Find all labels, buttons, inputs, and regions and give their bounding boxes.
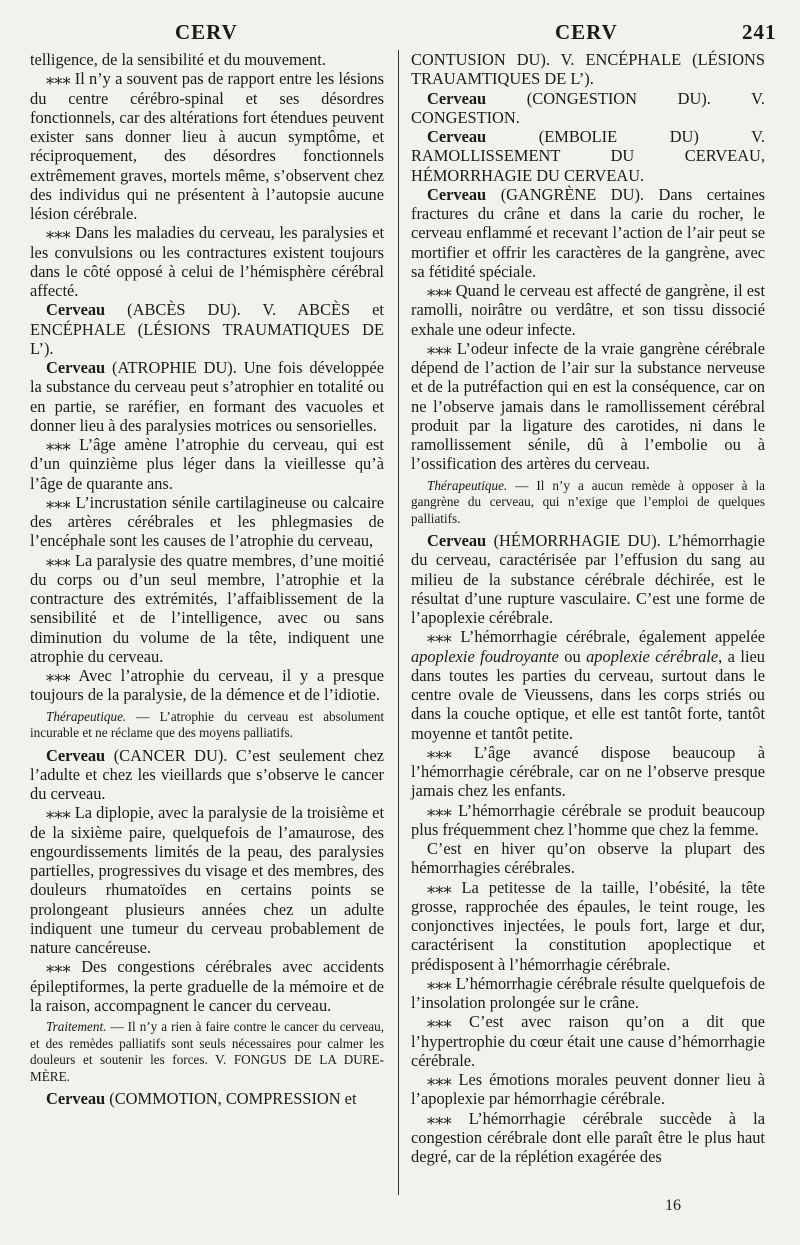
signature-mark: 16	[665, 1197, 681, 1214]
entry-headword: Cerveau	[46, 300, 106, 320]
paragraph-text: ⁎⁎⁎ Des congestions cérébrales avec accidents épileptiformes, la perte graduelle de la mémoire et de la raison, accompagnent le cancer du cerveau.	[30, 957, 384, 1015]
dictionary-entry	[30, 746, 384, 804]
paragraph-text: ⁎⁎⁎ Les émotions morales peuvent donner lieu à l’apoplexie par hémorrhagie cérébrale.	[411, 1070, 765, 1109]
left-column	[30, 50, 384, 1108]
paragraph	[30, 493, 384, 551]
treatment-note	[411, 478, 765, 528]
paragraph	[411, 743, 765, 801]
paragraph-text: ⁎⁎⁎ La petitesse de la taille, l’obésité, la tête grosse, rapprochée des épaules, le teint rouge, les conjonctives injectées, le pouls fort, large et dur, caractérisent la constitution apoplectique et prédisposent à l’hémorrhagie cérébrale.	[411, 877, 765, 974]
paragraph	[30, 551, 384, 667]
entry-text: (ABCÈS DU). V. ABCÈS et ENCÉPHALE (LÉSIONS TRAUMATIQUES DE L’).	[30, 300, 384, 358]
italic-term: apoplexie cérébrale	[586, 646, 719, 666]
entry-text: (ATROPHIE DU). Une fois développée la substance du cerveau peut s’atrophier en totalité ou en partie, se raréfier, en formant des vacuoles et donner lieu à des paralysies motrices ou sensorielles.	[30, 358, 384, 435]
dictionary-entry	[411, 531, 765, 627]
paragraph-text: ⁎⁎⁎ La diplopie, avec la paralysie de la troisième et de la sixième paire, quelquefois de l’amaurose, des engourdissements limités de la peau, des paralysies partielles, progressives du visage et des membres, des douleurs rhumatoïdes en certains points se prolongeant plusieurs années chez un adulte indiquent une tumeur du cerveau probablement de nature cancéreuse.	[30, 803, 384, 957]
paragraph	[411, 974, 765, 1013]
entry-headword: Cerveau	[46, 745, 106, 765]
note-label: Thérapeutique.	[46, 708, 127, 724]
dictionary-entry	[30, 358, 384, 435]
paragraph	[30, 50, 384, 69]
paragraph-text: , a lieu dans toutes les parties du cerveau, surtout dans le centre ovale de Vieussens, dans les corps striés ou dans la couche optique, et elle est tantôt forte, tantôt moyenne et tantôt petite.	[411, 646, 765, 743]
paragraph	[411, 627, 765, 743]
treatment-note	[30, 1019, 384, 1085]
paragraph	[411, 1012, 765, 1070]
paragraph-text: ⁎⁎⁎ Dans les maladies du cerveau, les paralysies et les convulsions ou les contractures existent toujours dans le côté opposé à celui de l’hémisphère cérébral affecté.	[30, 223, 384, 300]
paragraph	[30, 223, 384, 300]
paragraph-text: telligence, de la sensibilité et du mouvement.	[30, 50, 326, 69]
page-number: 241	[742, 20, 777, 44]
paragraph	[411, 1070, 765, 1109]
paragraph-text: C’est en hiver qu’on observe la plupart des hémorrhagies cérébrales.	[411, 839, 765, 878]
entry-headword: Cerveau	[427, 88, 487, 108]
paragraph-text: ⁎⁎⁎ La paralysie des quatre membres, d’une moitié du corps ou d’un seul membre, l’atrophie et la contracture des extrémités, l’affaiblissement de la sensibilité et de l’intelligence, avec ou sans diminution du volume de la tête, indiquent une atrophie du cerveau.	[30, 550, 384, 666]
paragraph	[411, 839, 765, 878]
paragraph-text: ⁎⁎⁎ Quand le cerveau est affecté de gangrène, il est ramolli, noirâtre ou verdâtre, et son tissu dissocié exhale une odeur infecte.	[411, 281, 765, 339]
dictionary-entry	[411, 185, 765, 281]
entry-text: (GANGRÈNE DU). Dans certaines fractures du crâne et dans la carie du rocher, le cerveau enflammé et recevant l’action de l’air peut se mortifier et offrir les caractères de la gangrène, avec sa fétidité spéciale.	[411, 184, 765, 281]
paragraph	[411, 339, 765, 474]
paragraph	[411, 1109, 765, 1167]
note-text: — Il n’y a aucun remède à opposer à la gangrène du cerveau, qui n’exige que l’emploi de quelques palliatifs.	[411, 477, 765, 526]
paragraph-text: CONTUSION DU). V. ENCÉPHALE (LÉSIONS TRAUAMTIQUES DE L’).	[411, 50, 765, 89]
note-label: Traitement.	[46, 1019, 107, 1034]
paragraph-text: ⁎⁎⁎ C’est avec raison qu’on a dit que l’hypertrophie du cœur était une cause d’hémorrhagie cérébrale.	[411, 1012, 765, 1070]
paragraph	[30, 803, 384, 957]
note-text: — L’atrophie du cerveau est absolument incurable et ne réclame que des moyens palliatifs.	[30, 708, 384, 740]
entry-text: (CANCER DU). C’est seulement chez l’adulte et chez les vieillards que s’observe le cancer du cerveau.	[30, 745, 384, 803]
paragraph-text: ⁎⁎⁎ L’âge amène l’atrophie du cerveau, qui est d’un quinzième plus léger dans la vieillesse qu’à l’âge de quarante ans.	[30, 435, 384, 493]
entry-headword: Cerveau	[427, 127, 487, 146]
entry-text: (COMMOTION, COMPRESSION et	[105, 1089, 357, 1108]
paragraph-text: ⁎⁎⁎ L’odeur infecte de la vraie gangrène cérébrale dépend de l’action de l’air sur la substance nerveuse et de la putréfaction qui en est la conséquence, car on ne l’observe jamais dans le ramollissement cérébral produit par la ligature des carotides, ni dans le ramollissement sénile, dû à l’embolie ou à l’ossification des artères du cerveau.	[411, 338, 765, 474]
entry-text: (CONGESTION DU). V. CONGESTION.	[411, 88, 765, 127]
entry-headword: Cerveau	[46, 358, 106, 377]
dictionary-entry	[30, 1089, 384, 1108]
column-divider	[398, 50, 399, 1195]
entry-headword: Cerveau	[427, 531, 487, 550]
right-column	[411, 50, 765, 1166]
treatment-note	[30, 709, 384, 742]
running-head-left: CERV	[175, 20, 238, 44]
entry-text: (HÉMORRHAGIE DU). L’hémorrhagie du cerveau, caractérisée par l’effusion du sang au milieu de la substance cérébrale déchirée, est le résultat d’une rupture vasculaire. C’est une forme de l’apoplexie cérébrale.	[411, 531, 765, 627]
paragraph	[30, 69, 384, 223]
entry-headword: Cerveau	[427, 184, 487, 204]
paragraph	[411, 801, 765, 840]
paragraph-text: ⁎⁎⁎ Avec l’atrophie du cerveau, il y a presque toujours de la paralysie, de la démence et de l’idiotie.	[30, 666, 384, 705]
paragraph-text: ⁎⁎⁎ L’hémorrhagie cérébrale résulte quelquefois de l’insolation prolongée sur le crâne.	[411, 973, 765, 1012]
paragraph-text: ⁎⁎⁎ L’hémorrhagie cérébrale, également appelée	[427, 627, 765, 647]
paragraph	[30, 957, 384, 1015]
paragraph	[411, 50, 765, 89]
dictionary-entry	[30, 300, 384, 358]
paragraph	[30, 666, 384, 705]
paragraph	[411, 281, 765, 339]
paragraph-text: ⁎⁎⁎ L’âge avancé dispose beaucoup à l’hémorrhagie cérébrale, car on ne l’observe presque jamais chez les enfants.	[411, 742, 765, 801]
paragraph-text: ⁎⁎⁎ Il n’y a souvent pas de rapport entre les lésions du centre cérébro-spinal et ses désordres fonctionnels, car des altérations fort étendues peuvent exister sans donner lieu à aucun symptôme, et réciproquement, des désordres fonctionnels extrêmement graves, mortels même, s’observent chez des individus qui ne présentent à l’autopsie aucune lésion cérébrale.	[30, 69, 384, 223]
running-head-right: CERV	[555, 20, 618, 44]
paragraph	[411, 878, 765, 974]
entry-text: (EMBOLIE DU) V. RAMOLLISSEMENT DU CERVEAU, HÉMORRHAGIE DU CERVEAU.	[411, 127, 765, 185]
dictionary-entry	[411, 127, 765, 185]
note-label: Thérapeutique.	[427, 477, 508, 493]
paragraph-text: ⁎⁎⁎ L’hémorrhagie cérébrale se produit beaucoup plus fréquemment chez l’homme que chez la femme.	[411, 800, 765, 839]
italic-term: apoplexie foudroyante	[411, 646, 559, 666]
paragraph	[30, 435, 384, 493]
dictionary-entry	[411, 89, 765, 128]
paragraph-text: ⁎⁎⁎ L’incrustation sénile cartilagineuse ou calcaire des artères cérébrales et les phlegmasies de l’encéphale sont les causes de l’atrophie du cerveau,	[30, 492, 384, 551]
paragraph-text: ⁎⁎⁎ L’hémorrhagie cérébrale succède à la congestion cérébrale dont elle paraît être le plus haut degré, car de la réplétion exagérée des	[411, 1108, 765, 1166]
note-text: — Il n’y a rien à faire contre le cancer du cerveau, et des remèdes palliatifs sont seuls nécessaires pour calmer les douleurs et soutenir les forces. V. FONGUS DE LA DURE-MÈRE.	[30, 1019, 384, 1084]
paragraph-text: ou	[558, 646, 587, 666]
entry-headword: Cerveau	[46, 1089, 106, 1108]
